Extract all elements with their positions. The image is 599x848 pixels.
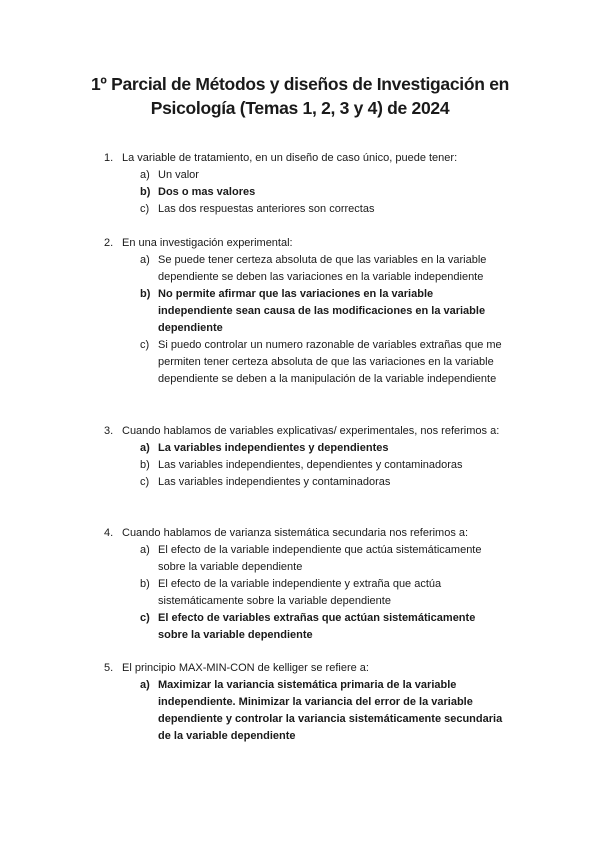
- option-letter: c): [140, 203, 150, 215]
- option-letter: c): [140, 612, 150, 624]
- title-line-1: 1º Parcial de Métodos y diseños de Investigación en: [90, 74, 510, 94]
- option-letter: a): [140, 679, 150, 691]
- option-text: El efecto de la variable independiente que actúa sistemáticamente sobre la variable dependiente: [158, 544, 482, 573]
- option-letter: a): [140, 544, 150, 556]
- options-list: [0, 677, 599, 745]
- question-3: [0, 423, 599, 491]
- option-letter: a): [140, 254, 150, 266]
- option-text: El efecto de variables extrañas que actúan sistemáticamente sobre la variable dependiente: [158, 612, 476, 641]
- question-number: 4.: [104, 527, 114, 539]
- option-text: Si puedo controlar un numero razonable de variables extrañas que me permiten tener certeza absoluta de que las variaciones en la variable dependiente se deben a la manipulación de la variable independiente: [158, 339, 502, 385]
- option-c: [0, 337, 599, 388]
- option-text: No permite afirmar que las variaciones en la variable independiente sean causa de las modificaciones en la variable dependiente: [158, 288, 486, 334]
- question-1: [0, 150, 599, 218]
- option-text: Se puede tener certeza absoluta de que las variables en la variable dependiente se deben las variaciones en la variable independiente: [158, 254, 487, 283]
- question-stem: [0, 525, 599, 542]
- question-text: El principio MAX-MIN-CON de kelliger se refiere a:: [122, 662, 369, 674]
- option-letter: b): [140, 459, 150, 471]
- option-letter: a): [140, 169, 150, 181]
- question-4: [0, 525, 599, 644]
- option-text: El efecto de la variable independiente y extraña que actúa sistemáticamente sobre la variable dependiente: [158, 578, 442, 607]
- option-letter: c): [140, 339, 150, 351]
- option-letter: b): [140, 288, 151, 300]
- option-text: Dos o mas valores: [158, 186, 256, 198]
- option-b: [0, 286, 599, 337]
- question-text: La variable de tratamiento, en un diseño de caso único, puede tener:: [122, 152, 458, 164]
- options-list: [0, 252, 599, 388]
- question-text: En una investigación experimental:: [122, 237, 293, 249]
- question-number: 2.: [104, 237, 114, 249]
- options-list: [0, 440, 599, 491]
- option-b: [0, 184, 599, 201]
- option-a: [0, 167, 599, 184]
- question-stem: [0, 235, 599, 252]
- question-text: Cuando hablamos de variables explicativas/ experimentales, nos referimos a:: [122, 425, 500, 437]
- question-text: Cuando hablamos de varianza sistemática secundaria nos referimos a:: [122, 527, 469, 539]
- option-c: [0, 610, 599, 644]
- question-number: 1.: [104, 152, 114, 164]
- option-letter: b): [140, 578, 150, 590]
- option-letter: a): [140, 442, 150, 454]
- options-list: [0, 167, 599, 218]
- option-text: Las variables independientes y contaminadoras: [158, 476, 391, 488]
- question-number: 5.: [104, 662, 114, 674]
- title-line-2: Psicología (Temas 1, 2, 3 y 4) de 2024: [150, 98, 450, 118]
- question-stem: [0, 660, 599, 677]
- option-c: [0, 201, 599, 218]
- option-text: Maximizar la variancia sistemática primaria de la variable independiente. Minimizar la variancia del error de la variable dependiente y controlar la variancia sistemáticamente secundaria de la variable dependiente: [158, 679, 503, 742]
- option-a: [0, 440, 599, 457]
- option-letter: b): [140, 186, 151, 198]
- question-stem: [0, 150, 599, 167]
- document-title: [60, 72, 540, 120]
- option-letter: c): [140, 476, 150, 488]
- options-list: [0, 542, 599, 644]
- option-b: [0, 457, 599, 474]
- question-stem: [0, 423, 599, 440]
- option-text: Las dos respuestas anteriores son correctas: [158, 203, 375, 215]
- option-a: [0, 677, 599, 745]
- option-a: [0, 252, 599, 286]
- question-number: 3.: [104, 425, 114, 437]
- option-a: [0, 542, 599, 576]
- question-2: [0, 235, 599, 388]
- option-text: Un valor: [158, 169, 199, 181]
- option-text: Las variables independientes, dependientes y contaminadoras: [158, 459, 463, 471]
- question-5: [0, 660, 599, 745]
- option-text: La variables independientes y dependientes: [158, 442, 389, 454]
- option-b: [0, 576, 599, 610]
- option-c: [0, 474, 599, 491]
